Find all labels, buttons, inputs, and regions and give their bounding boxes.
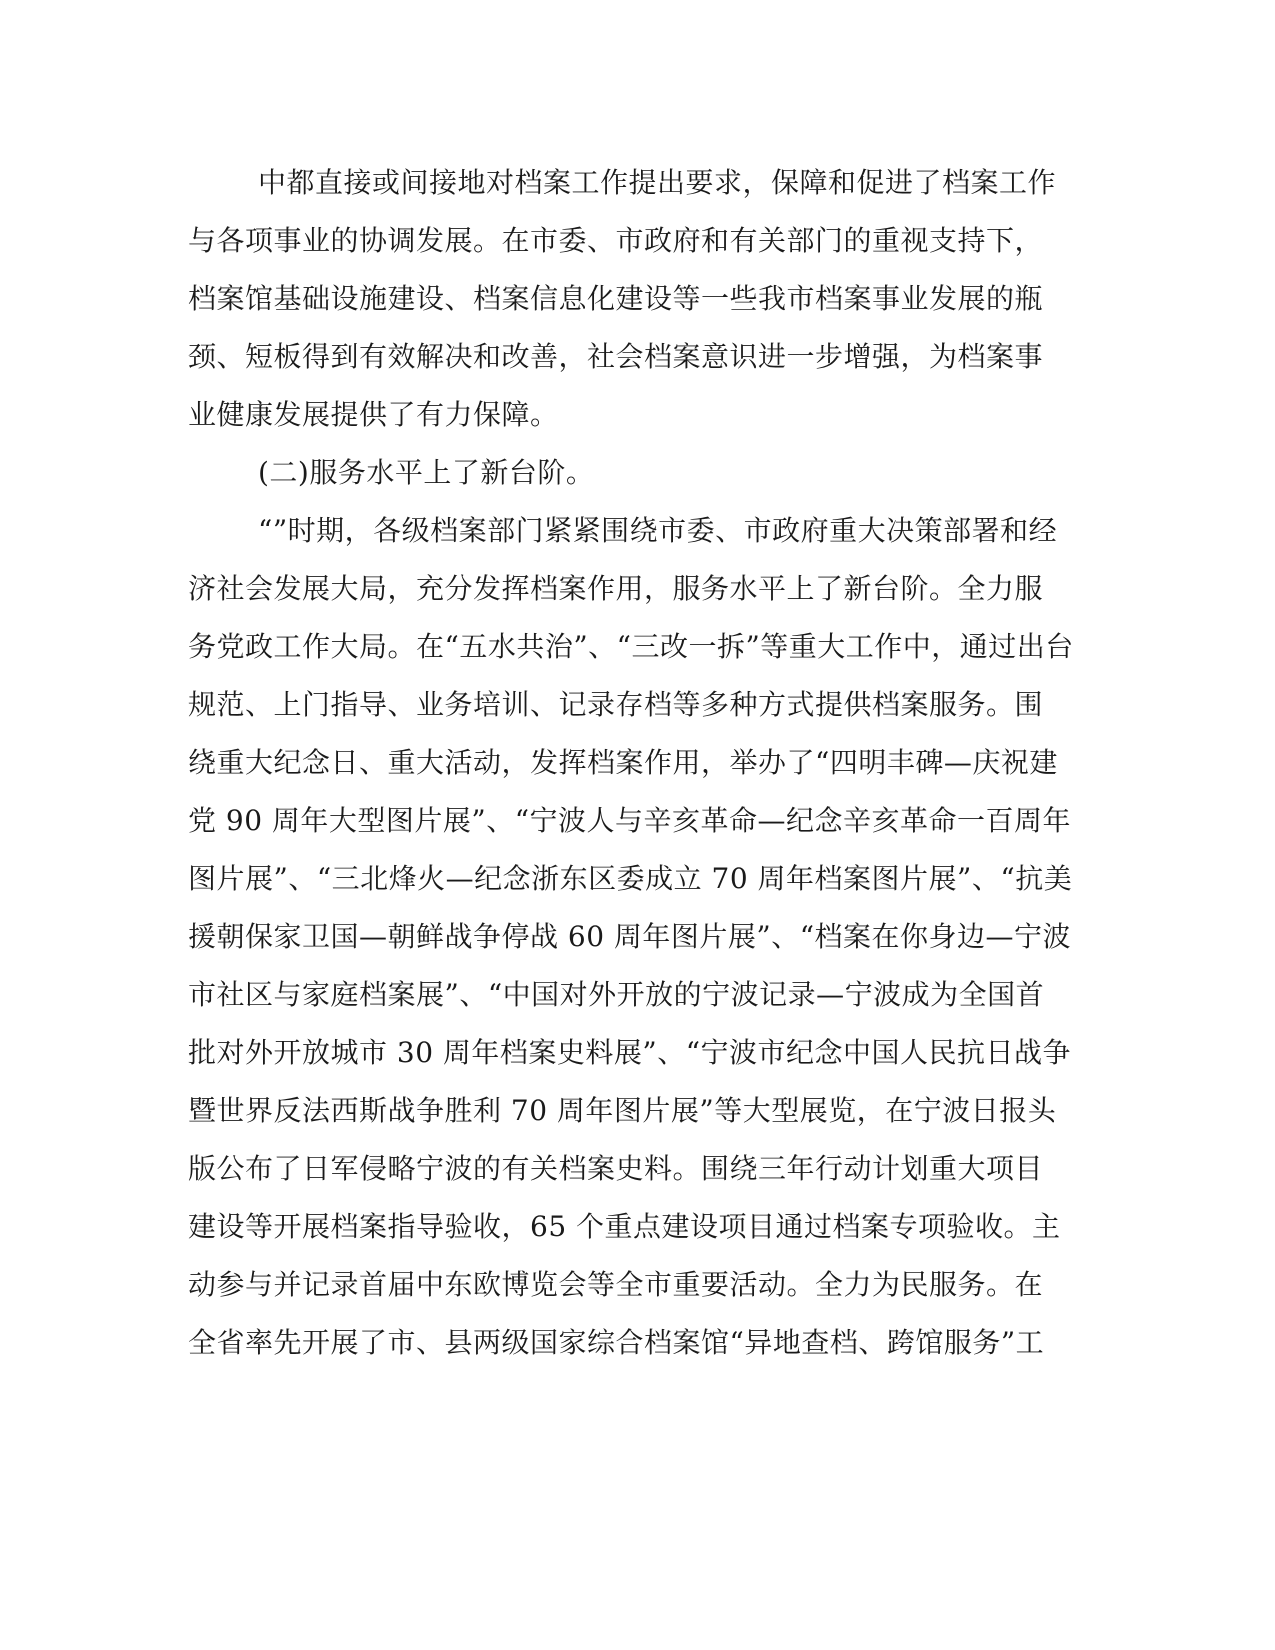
text-line: 济社会发展大局，充分发挥档案作用，服务水平上了新台阶。全力服 [188,572,1044,605]
text-line: 全省率先开展了市、县两级国家综合档案馆“异地查档、跨馆服务”工 [188,1326,1045,1359]
text-line: 援朝保家卫国—朝鲜战争停战 60 周年图片展”、“档案在你身边—宁波 [188,920,1072,953]
text-line: 图片展”、“三北烽火—纪念浙东区委成立 70 周年档案图片展”、“抗美 [188,862,1073,895]
text-line: 批对外开放城市 30 周年档案史料展”、“宁波市纪念中国人民抗日战争 [188,1036,1072,1069]
text-line: 档案馆基础设施建设、档案信息化建设等一些我市档案事业发展的瓶 [188,282,1044,315]
text-line: 业健康发展提供了有力保障。 [188,398,559,431]
text-line: 中都直接或间接地对档案工作提出要求，保障和促进了档案工作 [258,166,1057,199]
text-line: 版公布了日军侵略宁波的有关档案史料。围绕三年行动计划重大项目 [188,1152,1044,1185]
text-line: 动参与并记录首届中东欧博览会等全市重要活动。全力为民服务。在 [188,1268,1044,1301]
text-line: 与各项事业的协调发展。在市委、市政府和有关部门的重视支持下， [188,224,1044,257]
text-line: 务党政工作大局。在“五水共治”、“三改一拆”等重大工作中，通过出台 [188,630,1074,663]
text-line: “”时期，各级档案部门紧紧围绕市委、市政府重大决策部署和经 [258,514,1058,547]
section-heading: (二)服务水平上了新台阶。 [258,456,595,489]
text-line: 规范、上门指导、业务培训、记录存档等多种方式提供档案服务。围 [188,688,1044,721]
text-line: 颈、短板得到有效解决和改善，社会档案意识进一步增强，为档案事 [188,340,1044,373]
text-line: 绕重大纪念日、重大活动，发挥档案作用，举办了“四明丰碑—庆祝建 [188,746,1058,779]
text-line: 党 90 周年大型图片展”、“宁波人与辛亥革命—纪念辛亥革命一百周年 [188,804,1072,837]
text-line: 暨世界反法西斯战争胜利 70 周年图片展”等大型展览，在宁波日报头 [188,1094,1057,1127]
text-line: 建设等开展档案指导验收，65 个重点建设项目通过档案专项验收。主 [188,1210,1061,1243]
text-line: 市社区与家庭档案展”、“中国对外开放的宁波记录—宁波成为全国首 [188,978,1045,1011]
